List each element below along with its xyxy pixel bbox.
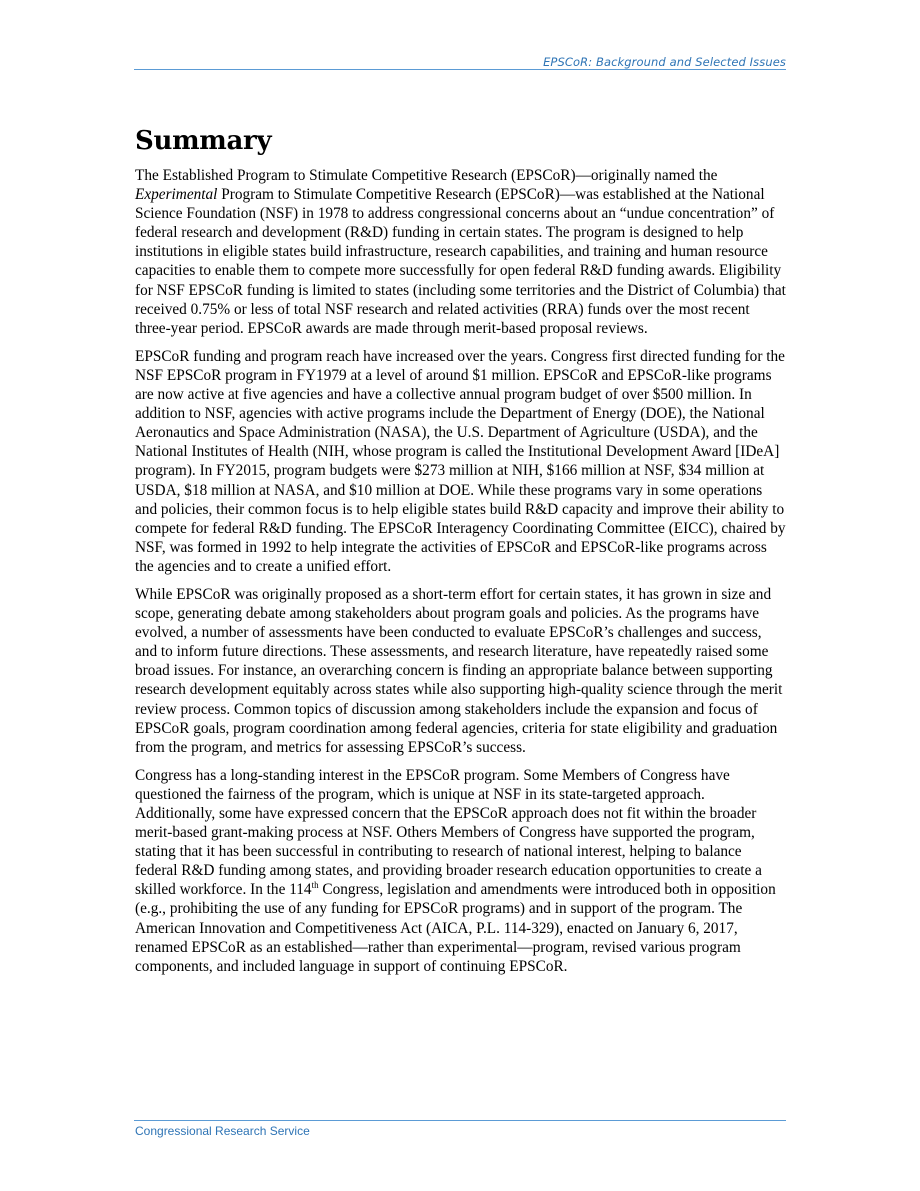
paragraph-3: While EPSCoR was originally proposed as a short-term effort for certain states, it has grown in size and scope, generating debate among stakeholders about program goals and policies. As the programs have evolved, a number of assessments have been conducted to evaluate EPSCoR’s challenges and success, and to inform future directions. These assessments, and research literature, have repeatedly raised some broad issues. For instance, an overarching concern is finding an appropriate balance between supporting research development equitably across states while also supporting high-quality science through the merit review process. Common topics of discussion among stakeholders include the expansion and focus of EPSCoR goals, program coordination among federal agencies, criteria for state eligibility and graduation from the program, and metrics for assessing EPSCoR’s success. [135, 585, 783, 756]
main-content [135, 122, 787, 985]
running-header: EPSCoR: Background and Selected Issues [543, 55, 786, 69]
paragraph-4-text-a: Congress has a long-standing interest in the EPSCoR program. Some Members of Congress have questioned the fairness of the program, which is unique at NSF in its state-targeted approach. Additionally, some have expressed concern that the EPSCoR approach does not fit within the broader merit-based grant-making process at NSF. Others Members of Congress have supported the program, stating that it has been successful in contributing to research of national interest, helping to balance federal R&D funding among states, and providing broader research education opportunities to create a skilled workforce. In the 114 [135, 766, 762, 899]
paragraph-1-text-a: The Established Program to Stimulate Competitive Research (EPSCoR)—originally named the [135, 167, 718, 184]
paragraph-1-text-b: Program to Stimulate Competitive Research (EPSCoR)—was established at the National Science Foundation (NSF) in 1978 to address congressional concerns about an “undue concentration” of federal research and development (R&D) funding in certain states. The program is designed to help institutions in eligible states build infrastructure, research capabilities, and training and human resource capacities to enable them to compete more successfully for open federal R&D funding awards. Eligibility for NSF EPSCoR funding is limited to states (including some territories and the District of Columbia) that received 0.75% or less of total NSF research and related activities (RRA) funds over the most recent three-year period. EPSCoR awards are made through merit-based proposal reviews. [135, 186, 786, 337]
paragraph-4-text-b: Congress, legislation and amendments were introduced both in opposition (e.g., prohibiting the use of any funding for EPSCoR programs) and in support of the program. The American Innovation and Competitiveness Act (AICA, P.L. 114-329), enacted on January 6, 2017, renamed EPSCoR as an established—rather than experimental—program, revised various program components, and included language in support of continuing EPSCoR. [135, 881, 776, 975]
paragraph-2: EPSCoR funding and program reach have increased over the years. Congress first directed funding for the NSF EPSCoR program in FY1979 at a level of around $1 million. EPSCoR and EPSCoR-like programs are now active at five agencies and have a collective annual program budget of over $500 million. In addition to NSF, agencies with active programs include the Department of Energy (DOE), the National Aeronautics and Space Administration (NASA), the U.S. Department of Agriculture (USDA), and the National Institutes of Health (NIH, whose program is called the Institutional Development Award [IDeA] program). In FY2015, program budgets were $273 million at NIH, $166 million at NSF, $34 million at USDA, $18 million at NASA, and $10 million at DOE. While these programs vary in some operations and policies, their common focus is to help eligible states build R&D capacity and improve their ability to compete for federal R&D funding. The EPSCoR Interagency Coordinating Committee (EICC), chaired by NSF, was formed in 1992 to help integrate the activities of EPSCoR and EPSCoR-like programs across the agencies and to create a unified effort. [135, 347, 786, 575]
paragraph-1 [135, 166, 787, 338]
paragraph-1-emphasis: Experimental [135, 186, 218, 204]
paragraph-4 [135, 766, 787, 976]
footer-publisher: Congressional Research Service [135, 1124, 310, 1138]
paragraph-4-superscript: th [311, 880, 319, 891]
header-divider [134, 69, 786, 70]
section-heading: Summary [135, 126, 272, 156]
footer-divider [134, 1120, 786, 1121]
